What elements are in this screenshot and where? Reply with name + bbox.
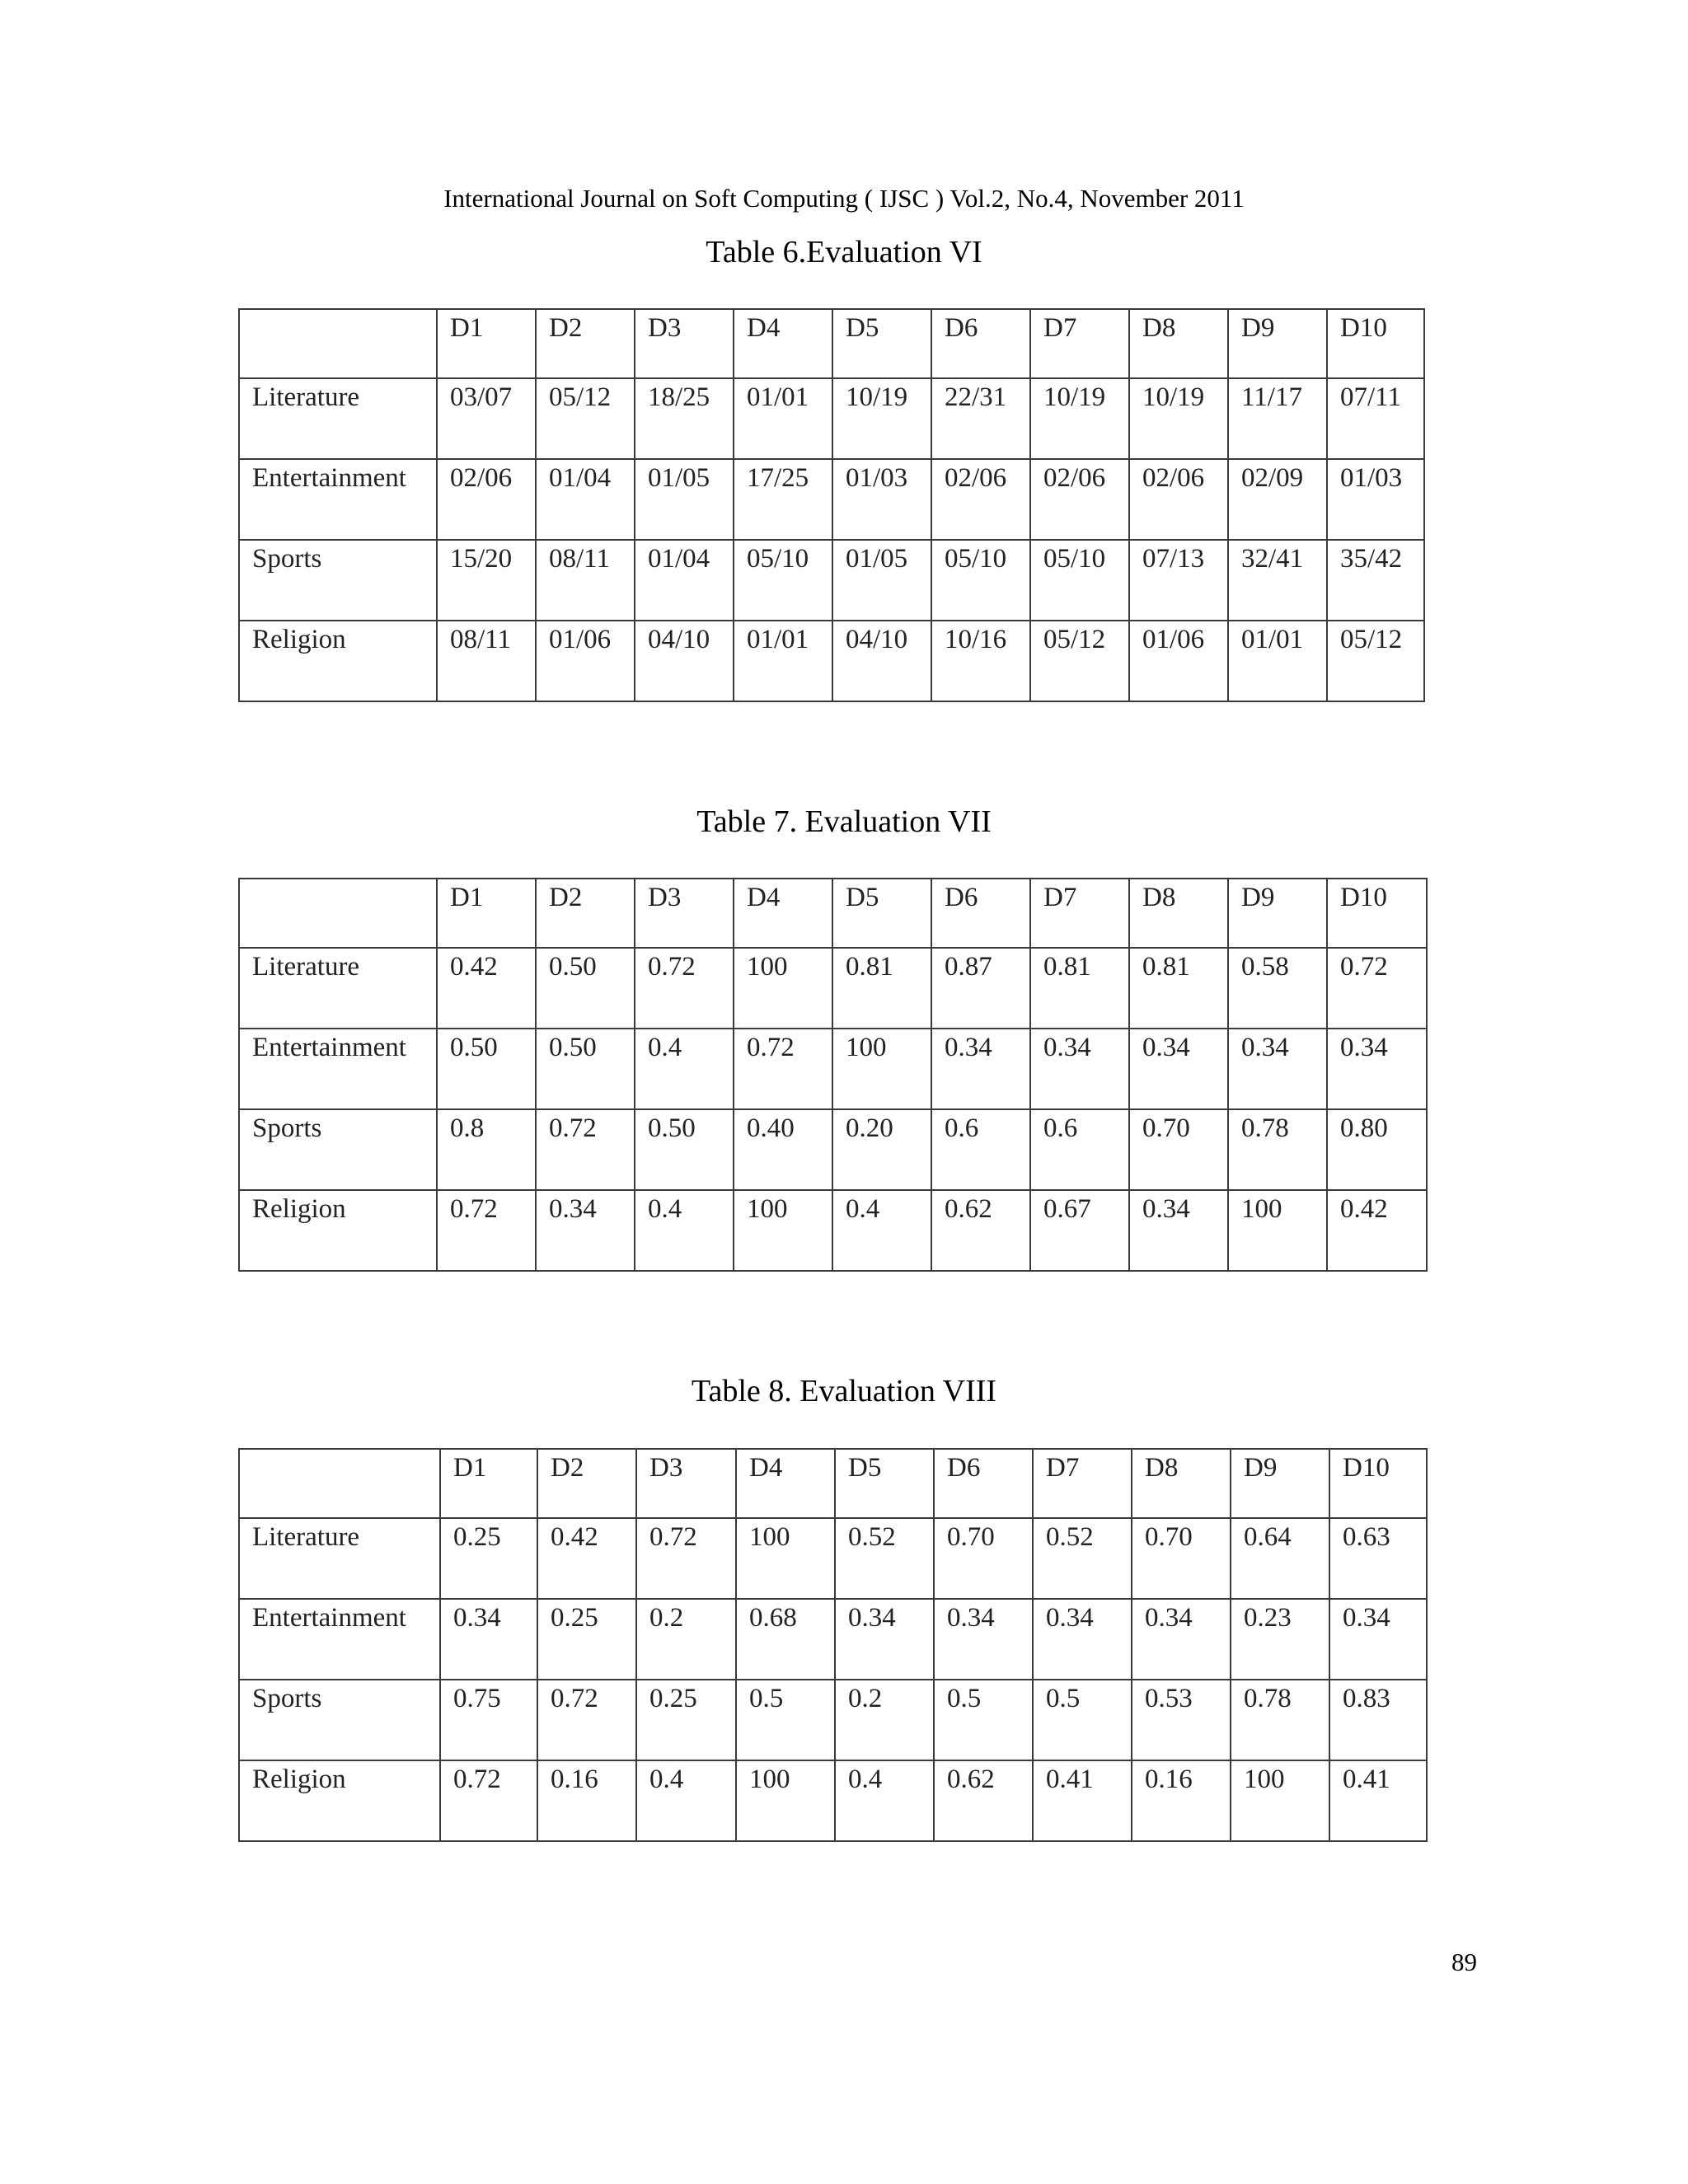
column-header: D9	[1228, 309, 1327, 378]
table-cell: 0.72	[635, 948, 734, 1029]
column-header: D4	[734, 309, 832, 378]
table-cell: 18/25	[635, 378, 734, 459]
column-header: D7	[1033, 1449, 1132, 1518]
table-cell: 05/12	[1327, 621, 1424, 701]
table-cell: 0.25	[636, 1680, 736, 1760]
column-header: D8	[1129, 309, 1228, 378]
table-cell: 0.34	[1327, 1029, 1427, 1109]
row-label: Sports	[239, 1680, 440, 1760]
table-row	[239, 948, 1427, 1029]
column-header: D7	[1030, 309, 1129, 378]
table-evaluation-vi	[238, 308, 1425, 702]
table-cell: 17/25	[734, 459, 832, 540]
table-cell: 0.72	[536, 1109, 635, 1190]
table-cell: 32/41	[1228, 540, 1327, 621]
table-cell: 0.5	[1033, 1680, 1132, 1760]
table-cell: 02/06	[1129, 459, 1228, 540]
column-header: D10	[1327, 879, 1427, 948]
table-cell: 0.68	[736, 1599, 835, 1680]
table-cell: 0.34	[440, 1599, 537, 1680]
table-row	[239, 540, 1424, 621]
table-6-caption: Table 6.Evaluation VI	[706, 235, 982, 269]
table-corner-cell	[239, 879, 437, 948]
table-cell: 0.34	[1132, 1599, 1231, 1680]
table-cell: 0.4	[635, 1029, 734, 1109]
table-cell: 0.25	[440, 1518, 537, 1599]
table-row	[239, 1599, 1427, 1680]
table-cell: 0.6	[1030, 1109, 1129, 1190]
table-cell: 05/10	[1030, 540, 1129, 621]
table-cell: 01/06	[536, 621, 635, 701]
table-cell: 0.52	[1033, 1518, 1132, 1599]
table-cell: 01/05	[832, 540, 931, 621]
table-cell: 0.62	[931, 1190, 1030, 1271]
table-cell: 0.23	[1231, 1599, 1329, 1680]
column-header: D6	[931, 309, 1030, 378]
column-header: D9	[1228, 879, 1327, 948]
table-row	[239, 1109, 1427, 1190]
table-cell: 0.50	[437, 1029, 536, 1109]
table-cell: 0.67	[1030, 1190, 1129, 1271]
column-header: D10	[1329, 1449, 1427, 1518]
table-cell: 0.50	[536, 1029, 635, 1109]
column-header: D3	[636, 1449, 736, 1518]
column-header: D2	[536, 309, 635, 378]
table-cell: 03/07	[437, 378, 536, 459]
table-row	[239, 378, 1424, 459]
table-cell: 0.70	[1132, 1518, 1231, 1599]
table-cell: 0.4	[832, 1190, 931, 1271]
table-header-row	[239, 879, 1427, 948]
column-header: D3	[635, 309, 734, 378]
table-cell: 01/06	[1129, 621, 1228, 701]
table-cell: 100	[832, 1029, 931, 1109]
table-cell: 0.81	[832, 948, 931, 1029]
column-header: D6	[934, 1449, 1033, 1518]
table-7-caption: Table 7. Evaluation VII	[696, 804, 992, 839]
table-cell: 02/06	[437, 459, 536, 540]
table-cell: 02/09	[1228, 459, 1327, 540]
table-cell: 0.5	[934, 1680, 1033, 1760]
table-cell: 0.70	[1129, 1109, 1228, 1190]
table-cell: 0.87	[931, 948, 1030, 1029]
table-cell: 0.78	[1231, 1680, 1329, 1760]
table-cell: 10/19	[1030, 378, 1129, 459]
table-cell: 0.34	[1033, 1599, 1132, 1680]
table-cell: 0.50	[635, 1109, 734, 1190]
table-row	[239, 1518, 1427, 1599]
table-cell: 0.16	[537, 1760, 636, 1841]
row-label: Religion	[239, 1190, 437, 1271]
table-corner-cell	[239, 309, 437, 378]
row-label: Religion	[239, 621, 437, 701]
table-cell: 0.16	[1132, 1760, 1231, 1841]
table-row	[239, 1190, 1427, 1271]
table-cell: 0.72	[440, 1760, 537, 1841]
column-header: D6	[931, 879, 1030, 948]
table-cell: 0.72	[537, 1680, 636, 1760]
table-cell: 0.4	[636, 1760, 736, 1841]
column-header: D5	[835, 1449, 934, 1518]
row-label: Religion	[239, 1760, 440, 1841]
table-row	[239, 1029, 1427, 1109]
table-cell: 0.4	[835, 1760, 934, 1841]
table-cell: 100	[734, 1190, 832, 1271]
table-row	[239, 621, 1424, 701]
column-header: D1	[437, 309, 536, 378]
column-header: D10	[1327, 309, 1424, 378]
running-header: International Journal on Soft Computing ( IJSC ) Vol.2, No.4, November 2011	[443, 184, 1245, 213]
table-8-caption: Table 8. Evaluation VIII	[691, 1374, 997, 1408]
table-row	[239, 1760, 1427, 1841]
table-cell: 0.80	[1327, 1109, 1427, 1190]
table-cell: 100	[734, 948, 832, 1029]
table-cell: 04/10	[635, 621, 734, 701]
table-cell: 0.2	[835, 1680, 934, 1760]
table-cell: 0.34	[536, 1190, 635, 1271]
table-cell: 0.75	[440, 1680, 537, 1760]
table-cell: 07/13	[1129, 540, 1228, 621]
table-cell: 100	[736, 1760, 835, 1841]
column-header: D4	[734, 879, 832, 948]
row-label: Entertainment	[239, 1029, 437, 1109]
table-cell: 0.2	[636, 1599, 736, 1680]
table-cell: 0.5	[736, 1680, 835, 1760]
table-cell: 0.34	[1228, 1029, 1327, 1109]
table-cell: 0.20	[832, 1109, 931, 1190]
table-cell: 04/10	[832, 621, 931, 701]
column-header: D3	[635, 879, 734, 948]
table-row	[239, 1680, 1427, 1760]
table-cell: 0.6	[931, 1109, 1030, 1190]
table-row	[239, 459, 1424, 540]
table-cell: 0.25	[537, 1599, 636, 1680]
table-cell: 0.4	[635, 1190, 734, 1271]
table-cell: 01/01	[1228, 621, 1327, 701]
table-corner-cell	[239, 1449, 440, 1518]
table-cell: 01/04	[635, 540, 734, 621]
table-evaluation-vii	[238, 878, 1428, 1272]
table-cell: 01/01	[734, 378, 832, 459]
table-cell: 0.53	[1132, 1680, 1231, 1760]
table-cell: 01/05	[635, 459, 734, 540]
table-cell: 05/12	[1030, 621, 1129, 701]
table-cell: 100	[1231, 1760, 1329, 1841]
table-cell: 0.58	[1228, 948, 1327, 1029]
table-cell: 0.70	[934, 1518, 1033, 1599]
column-header: D9	[1231, 1449, 1329, 1518]
column-header: D1	[437, 879, 536, 948]
table-cell: 0.72	[636, 1518, 736, 1599]
page-number: 89	[1451, 1947, 1477, 1976]
table-cell: 01/01	[734, 621, 832, 701]
table-cell: 15/20	[437, 540, 536, 621]
table-cell: 10/19	[832, 378, 931, 459]
table-cell: 35/42	[1327, 540, 1424, 621]
column-header: D8	[1129, 879, 1228, 948]
table-cell: 0.72	[1327, 948, 1427, 1029]
table-evaluation-viii	[238, 1448, 1428, 1842]
table-cell: 02/06	[1030, 459, 1129, 540]
table-cell: 02/06	[931, 459, 1030, 540]
table-cell: 0.52	[835, 1518, 934, 1599]
table-cell: 0.83	[1329, 1680, 1427, 1760]
table-cell: 0.42	[437, 948, 536, 1029]
row-label: Entertainment	[239, 459, 437, 540]
table-cell: 0.34	[835, 1599, 934, 1680]
column-header: D5	[832, 309, 931, 378]
table-cell: 0.41	[1329, 1760, 1427, 1841]
table-cell: 0.34	[1129, 1190, 1228, 1271]
table-cell: 10/16	[931, 621, 1030, 701]
table-cell: 0.81	[1030, 948, 1129, 1029]
table-cell: 0.34	[931, 1029, 1030, 1109]
column-header: D1	[440, 1449, 537, 1518]
table-cell: 08/11	[536, 540, 635, 621]
column-header: D7	[1030, 879, 1129, 948]
column-header: D8	[1132, 1449, 1231, 1518]
table-cell: 0.42	[1327, 1190, 1427, 1271]
table-cell: 05/12	[536, 378, 635, 459]
table-cell: 0.34	[1129, 1029, 1228, 1109]
row-label: Entertainment	[239, 1599, 440, 1680]
table-cell: 0.72	[437, 1190, 536, 1271]
table-cell: 22/31	[931, 378, 1030, 459]
table-cell: 100	[736, 1518, 835, 1599]
table-cell: 08/11	[437, 621, 536, 701]
row-label: Literature	[239, 948, 437, 1029]
table-cell: 0.34	[934, 1599, 1033, 1680]
table-cell: 0.64	[1231, 1518, 1329, 1599]
table-cell: 07/11	[1327, 378, 1424, 459]
table-cell: 01/03	[1327, 459, 1424, 540]
table-cell: 0.72	[734, 1029, 832, 1109]
table-cell: 01/03	[832, 459, 931, 540]
row-label: Sports	[239, 1109, 437, 1190]
table-cell: 0.41	[1033, 1760, 1132, 1841]
table-cell: 0.78	[1228, 1109, 1327, 1190]
table-cell: 05/10	[931, 540, 1030, 621]
table-cell: 05/10	[734, 540, 832, 621]
column-header: D2	[537, 1449, 636, 1518]
column-header: D4	[736, 1449, 835, 1518]
table-cell: 0.42	[537, 1518, 636, 1599]
table-cell: 0.40	[734, 1109, 832, 1190]
table-cell: 0.62	[934, 1760, 1033, 1841]
table-cell: 11/17	[1228, 378, 1327, 459]
table-cell: 100	[1228, 1190, 1327, 1271]
table-header-row	[239, 1449, 1427, 1518]
table-cell: 01/04	[536, 459, 635, 540]
column-header: D2	[536, 879, 635, 948]
table-cell: 0.34	[1030, 1029, 1129, 1109]
table-cell: 0.34	[1329, 1599, 1427, 1680]
table-cell: 10/19	[1129, 378, 1228, 459]
table-cell: 0.81	[1129, 948, 1228, 1029]
table-cell: 0.50	[536, 948, 635, 1029]
row-label: Literature	[239, 1518, 440, 1599]
table-cell: 0.63	[1329, 1518, 1427, 1599]
row-label: Sports	[239, 540, 437, 621]
table-header-row	[239, 309, 1424, 378]
table-cell: 0.8	[437, 1109, 536, 1190]
column-header: D5	[832, 879, 931, 948]
row-label: Literature	[239, 378, 437, 459]
